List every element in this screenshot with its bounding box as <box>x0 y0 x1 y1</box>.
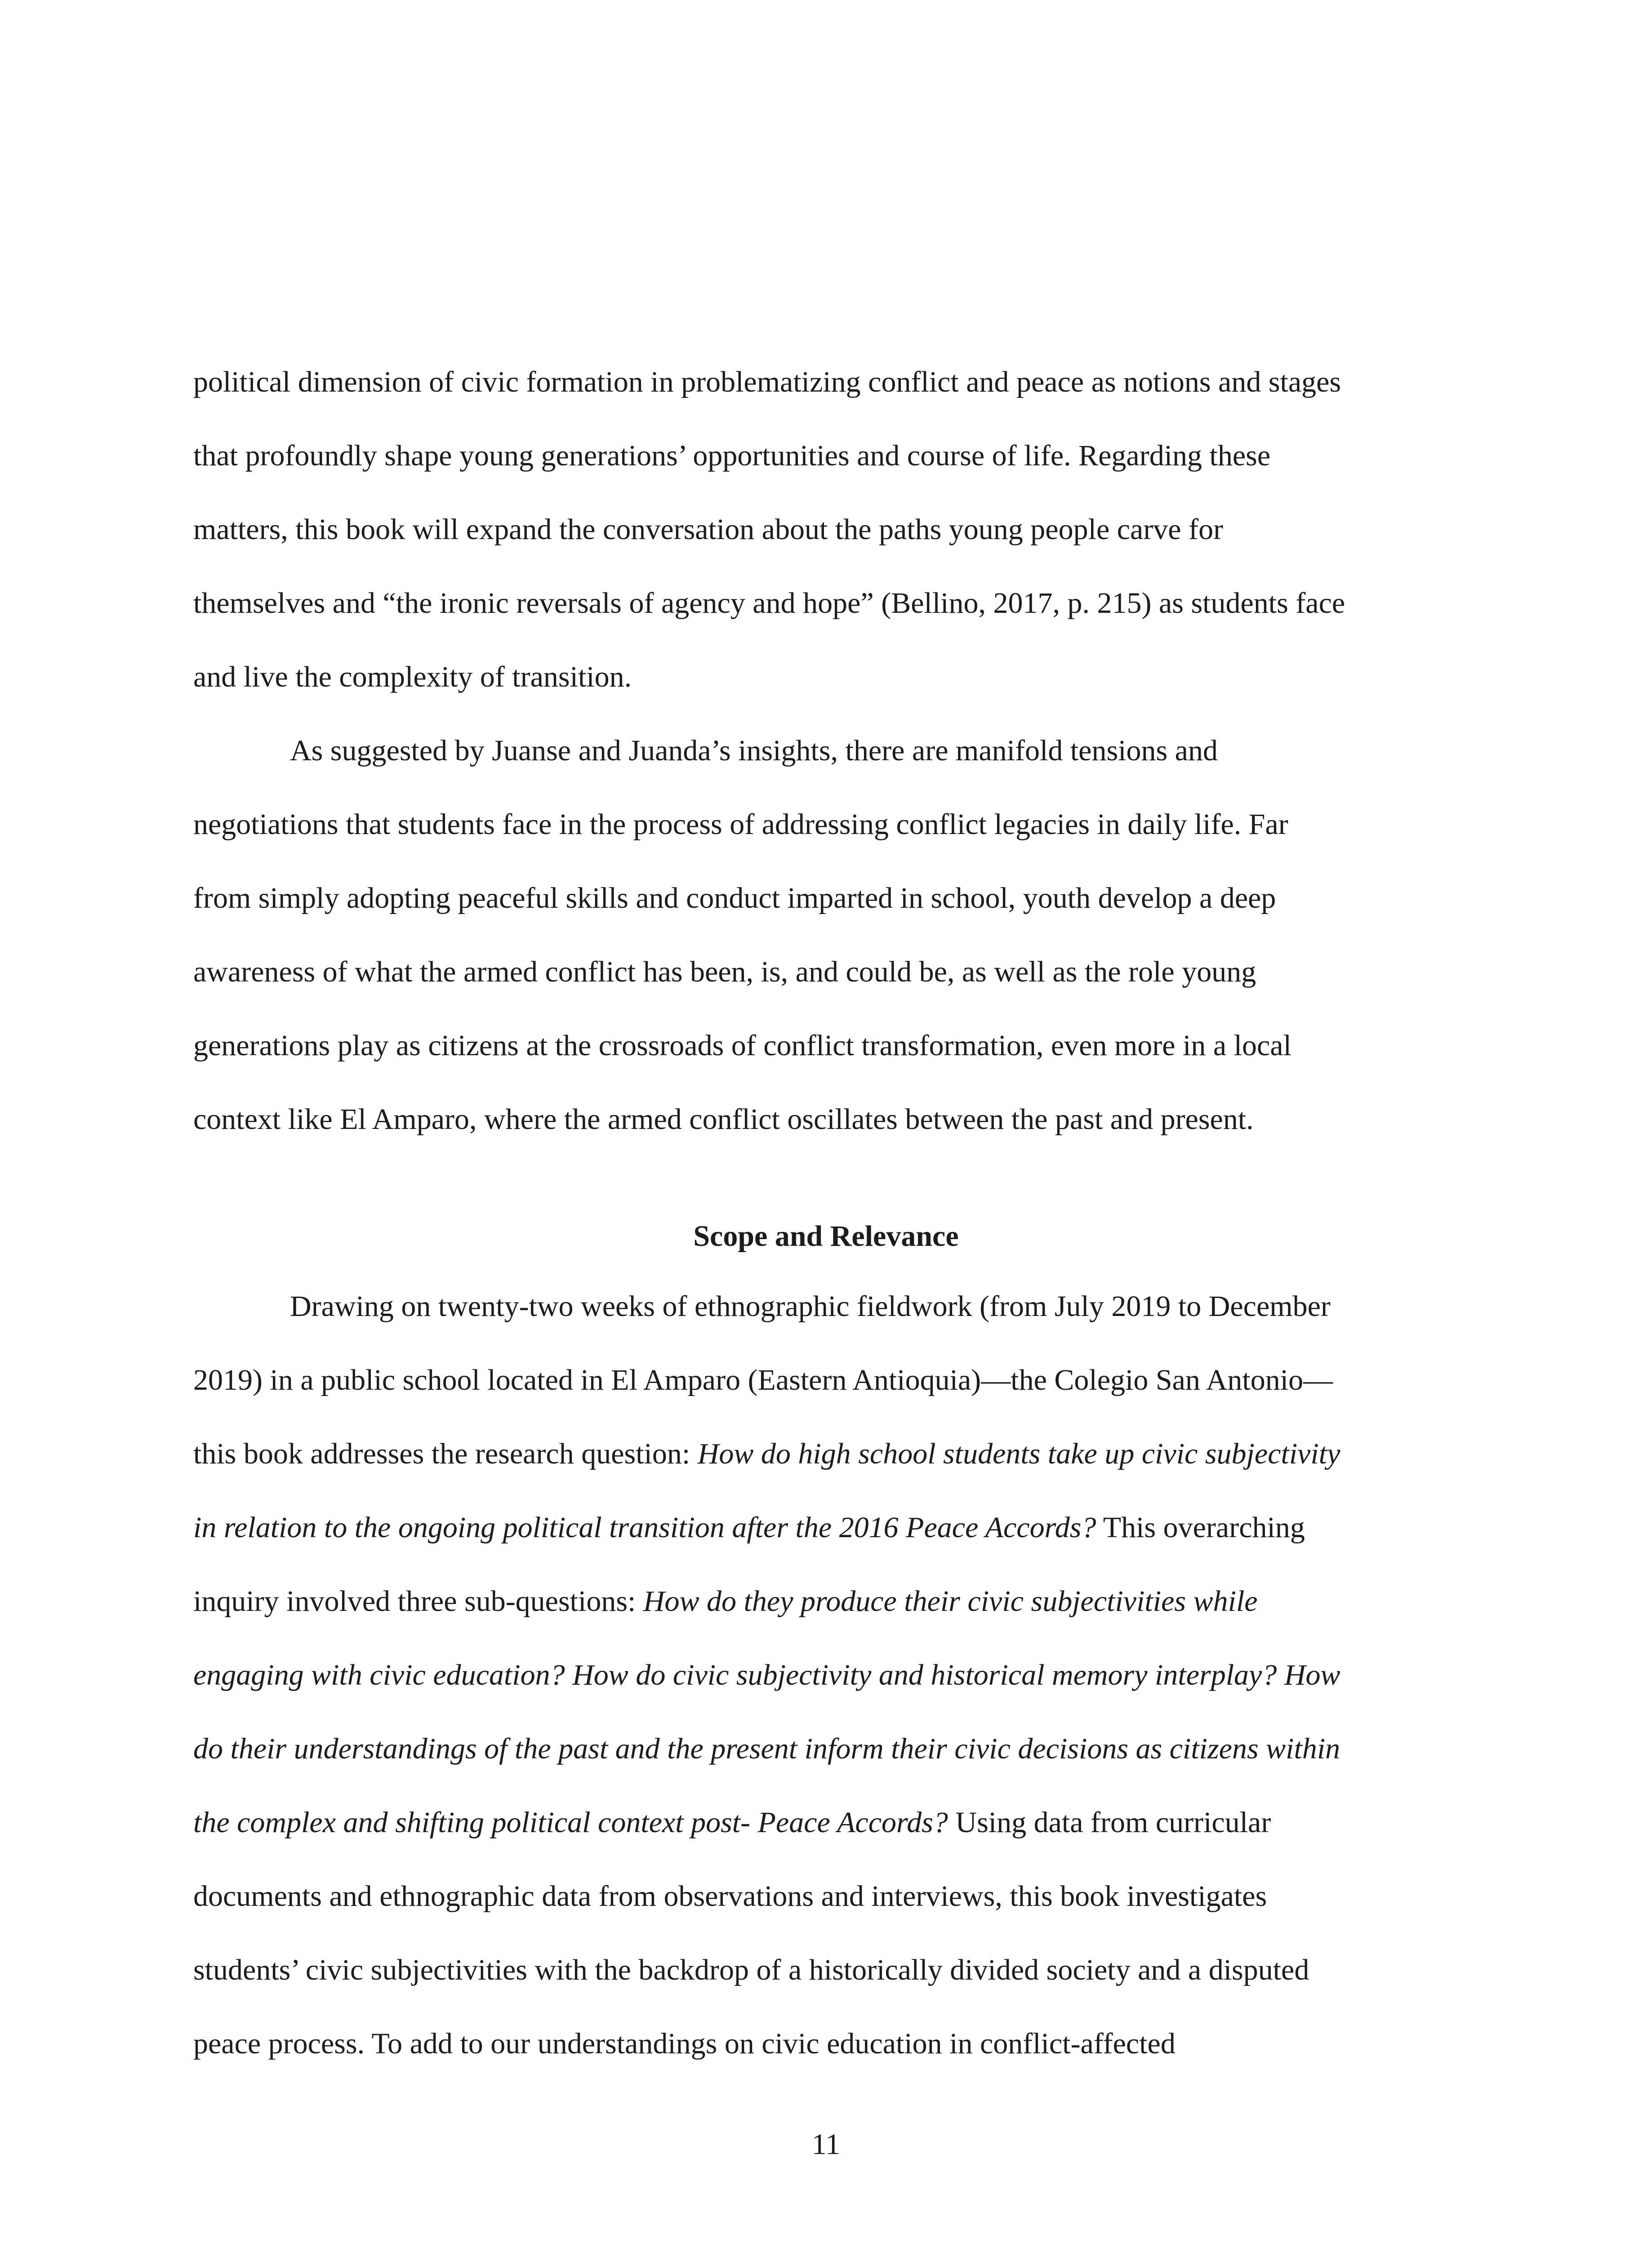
section-paragraph-line-5 <box>193 1583 1452 1619</box>
paragraph-2-line-6 <box>193 1102 1452 1137</box>
section-paragraph-line-10 <box>193 1952 1452 1988</box>
section-paragraph-line-8 <box>193 1805 1452 1841</box>
text-run: students’ civic subjectivities with the backdrop of a historically divided society and a disputed <box>193 1954 1309 1986</box>
text-run: generations play as citizens at the crossroads of conflict transformation, even more in a local <box>193 1029 1291 1062</box>
text-run: and live the complexity of transition. <box>193 660 632 693</box>
italic-text-run: in relation to the ongoing political transition after the 2016 Peace Accords? <box>193 1511 1096 1544</box>
section-paragraph-line-2 <box>193 1362 1452 1398</box>
section-paragraph-line-6 <box>193 1657 1452 1693</box>
text-run: matters, this book will expand the conversation about the paths young people carve for <box>193 513 1224 546</box>
section-paragraph-line-4 <box>193 1510 1452 1546</box>
text-run: Using data from curricular <box>948 1806 1271 1839</box>
italic-text-run: How do high school students take up civic subjectivity <box>697 1437 1340 1470</box>
paragraph-1-line-2 <box>193 438 1452 474</box>
italic-text-run: the complex and shifting political context post- Peace Accords? <box>193 1806 948 1839</box>
paragraph-1-line-5 <box>193 659 1452 695</box>
paragraph-2-line-5 <box>193 1028 1452 1064</box>
section-paragraph-line-9 <box>193 1878 1452 1914</box>
paragraph-2-line-3 <box>193 880 1452 916</box>
paragraph-1-line-3 <box>193 512 1452 548</box>
text-run: context like El Amparo, where the armed conflict oscillates between the past and present. <box>193 1103 1254 1136</box>
section-paragraph-line-1 <box>290 1289 1452 1325</box>
text-run: awareness of what the armed conflict has been, is, and could be, as well as the role young <box>193 955 1256 988</box>
text-run: This overarching <box>1096 1511 1305 1544</box>
text-run: Drawing on twenty-two weeks of ethnographic fieldwork (from July 2019 to December <box>290 1290 1331 1323</box>
text-run: peace process. To add to our understandings on civic education in conflict-affected <box>193 2027 1176 2060</box>
text-run: this book addresses the research question: <box>193 1437 698 1470</box>
section-paragraph-line-7 <box>193 1731 1452 1767</box>
section-paragraph-line-3 <box>193 1436 1452 1472</box>
text-run: negotiations that students face in the process of addressing conflict legacies in daily life. Far <box>193 808 1288 841</box>
text-run: 2019) in a public school located in El Amparo (Eastern Antioquia)—the Colegio San Antonio— <box>193 1364 1333 1396</box>
paragraph-2-line-2 <box>193 807 1452 843</box>
section-heading: Scope and Relevance <box>693 1220 959 1253</box>
text-run: political dimension of civic formation in problematizing conflict and peace as notions and stages <box>193 366 1341 398</box>
text-run: documents and ethnographic data from observations and interviews, this book investigates <box>193 1880 1267 1913</box>
text-run: inquiry involved three sub-questions: <box>193 1585 643 1618</box>
italic-text-run: How do they produce their civic subjectivities while <box>643 1585 1258 1618</box>
italic-text-run: do their understandings of the past and the present inform their civic decisions as citizens within <box>193 1732 1340 1765</box>
italic-text-run: engaging with civic education? How do civic subjectivity and historical memory interplay? How <box>193 1659 1340 1691</box>
paragraph-2-line-1 <box>290 733 1452 769</box>
text-run: that profoundly shape young generations’ opportunities and course of life. Regarding these <box>193 439 1271 472</box>
page-number: 11 <box>811 2128 841 2161</box>
section-paragraph-line-11 <box>193 2026 1452 2062</box>
text-run: As suggested by Juanse and Juanda’s insights, there are manifold tensions and <box>290 734 1218 767</box>
paragraph-2-line-4 <box>193 954 1452 990</box>
paragraph-1-line-4 <box>193 585 1452 621</box>
text-run: from simply adopting peaceful skills and conduct imparted in school, youth develop a deep <box>193 882 1276 914</box>
paragraph-1-line-1 <box>193 364 1452 400</box>
text-run: themselves and “the ironic reversals of agency and hope” (Bellino, 2017, p. 215) as students face <box>193 587 1345 620</box>
